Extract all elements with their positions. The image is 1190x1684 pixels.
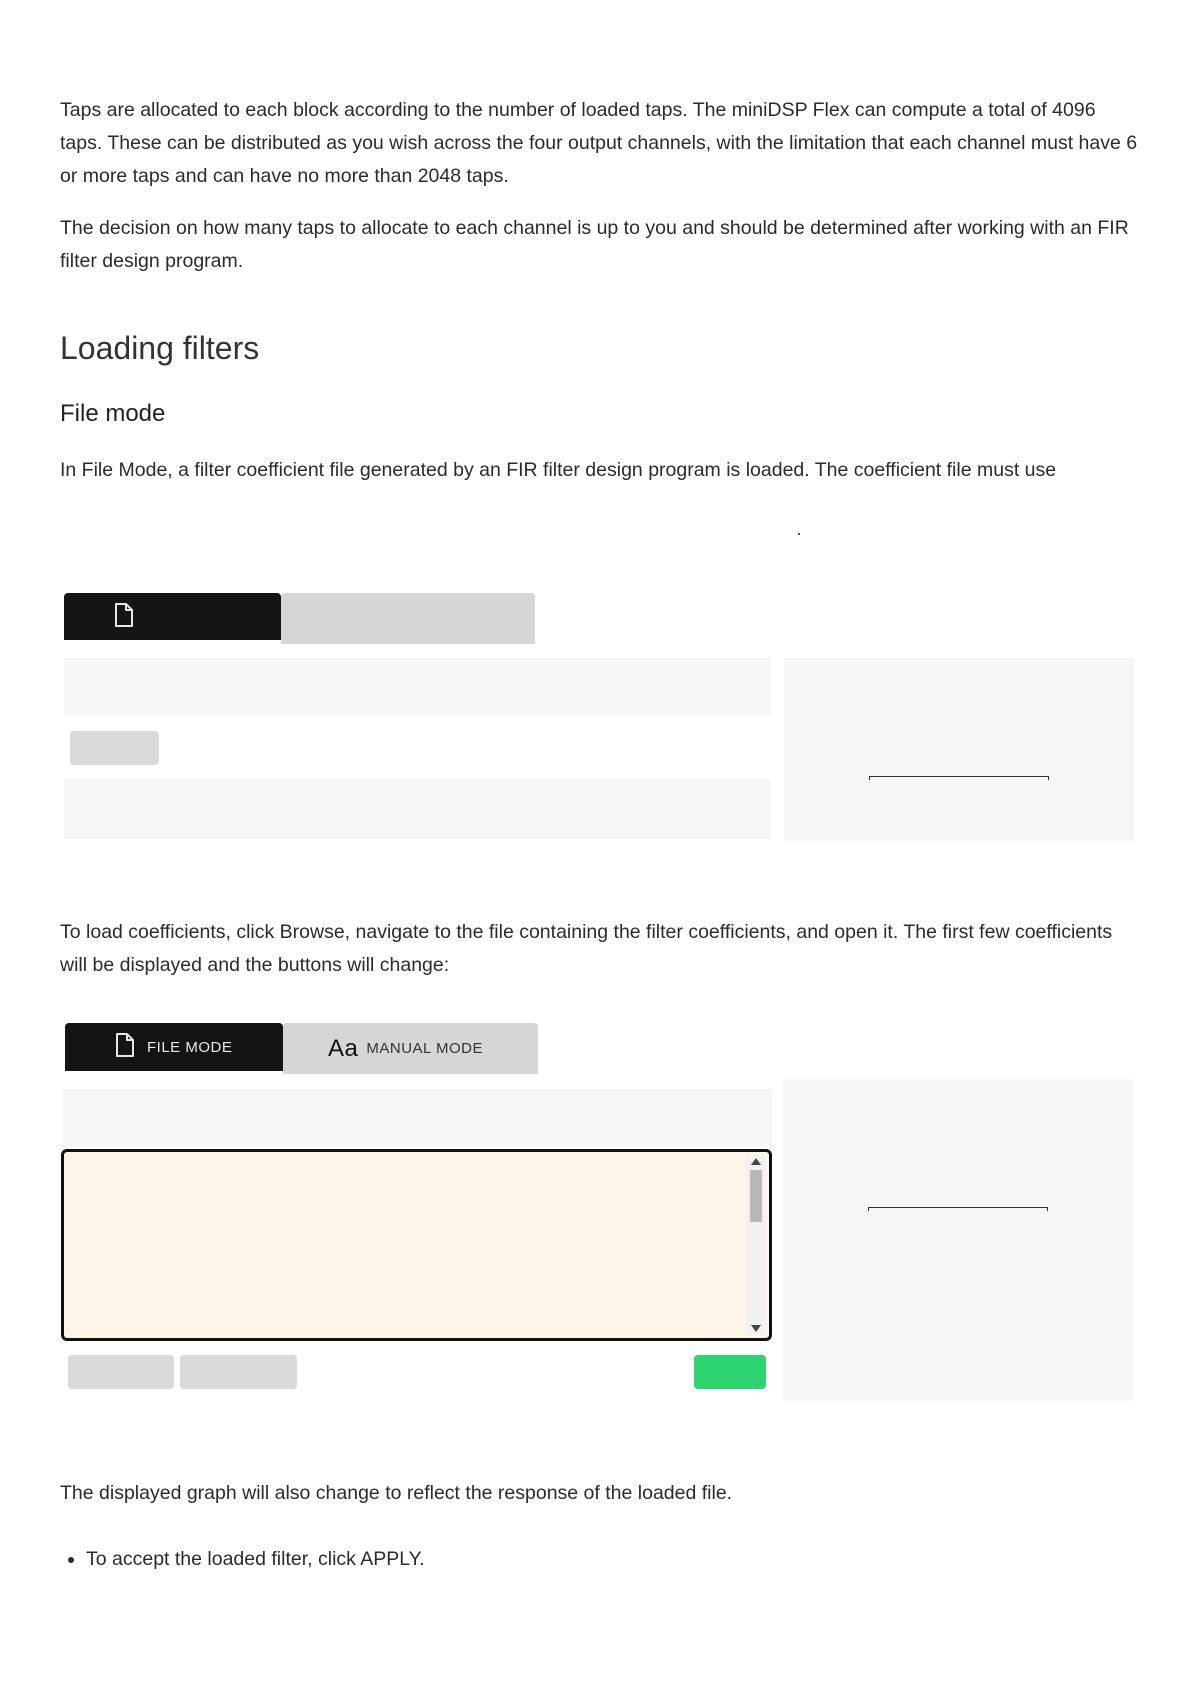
browse-button[interactable]	[68, 1355, 174, 1389]
clear-button[interactable]	[180, 1355, 297, 1389]
file-mode-tab[interactable]	[64, 593, 281, 640]
coefficient-area	[64, 779, 771, 839]
coefficient-textarea[interactable]	[61, 1149, 772, 1341]
intro-paragraph-1: Taps are allocated to each block according to the number of loaded taps. The miniDSP Flex can compute a total of 4096 taps. These can be distributed as you wish across the four output channels, with the limitation that each channel must have 6 or more taps and can have no more than 2048 taps.	[60, 99, 1138, 187]
stray-dot	[798, 533, 800, 535]
list-item: • To accept the loaded filter, click APPLY.	[86, 1543, 425, 1576]
file-icon	[115, 1033, 135, 1061]
text-aa-icon: Aa	[328, 1034, 359, 1062]
apply-button[interactable]	[694, 1355, 766, 1389]
scroll-up-icon[interactable]	[751, 1158, 761, 1165]
file-mode-paragraph: In File Mode, a filter coefficient file generated by an FIR filter design program is loaded. The coefficient file must use	[60, 459, 1057, 481]
file-path-row	[64, 658, 771, 715]
file-mode-tab-label: FILE MODE	[147, 1038, 233, 1056]
graph-axis	[868, 1207, 1048, 1208]
browse-button[interactable]	[70, 731, 159, 765]
graph-axis	[869, 776, 1049, 777]
manual-mode-tab-label: MANUAL MODE	[366, 1040, 483, 1057]
response-graph-panel	[784, 658, 1134, 841]
intro-paragraph-2: The decision on how many taps to allocate to each channel is up to you and should be determined after working with an FIR filter design program.	[60, 217, 1129, 272]
section-heading: Loading filters	[60, 330, 260, 366]
manual-mode-tab[interactable]	[283, 1023, 538, 1074]
load-paragraph: To load coefficients, click Browse, navigate to the file containing the filter coefficients, and open it. The first few coefficients will be displayed and the buttons will change:	[60, 921, 1113, 976]
section-subheading: File mode	[60, 400, 166, 427]
file-icon	[114, 603, 134, 631]
manual-mode-tab[interactable]	[281, 593, 535, 644]
graph-paragraph: The displayed graph will also change to reflect the response of the loaded file.	[60, 1482, 733, 1504]
scroll-thumb[interactable]	[750, 1170, 762, 1222]
response-graph-panel	[783, 1079, 1133, 1401]
scrollbar[interactable]	[747, 1156, 765, 1334]
file-path-row	[63, 1089, 772, 1147]
scroll-down-icon[interactable]	[751, 1325, 761, 1332]
instruction-list	[60, 1543, 425, 1576]
file-mode-tab[interactable]	[65, 1023, 283, 1071]
